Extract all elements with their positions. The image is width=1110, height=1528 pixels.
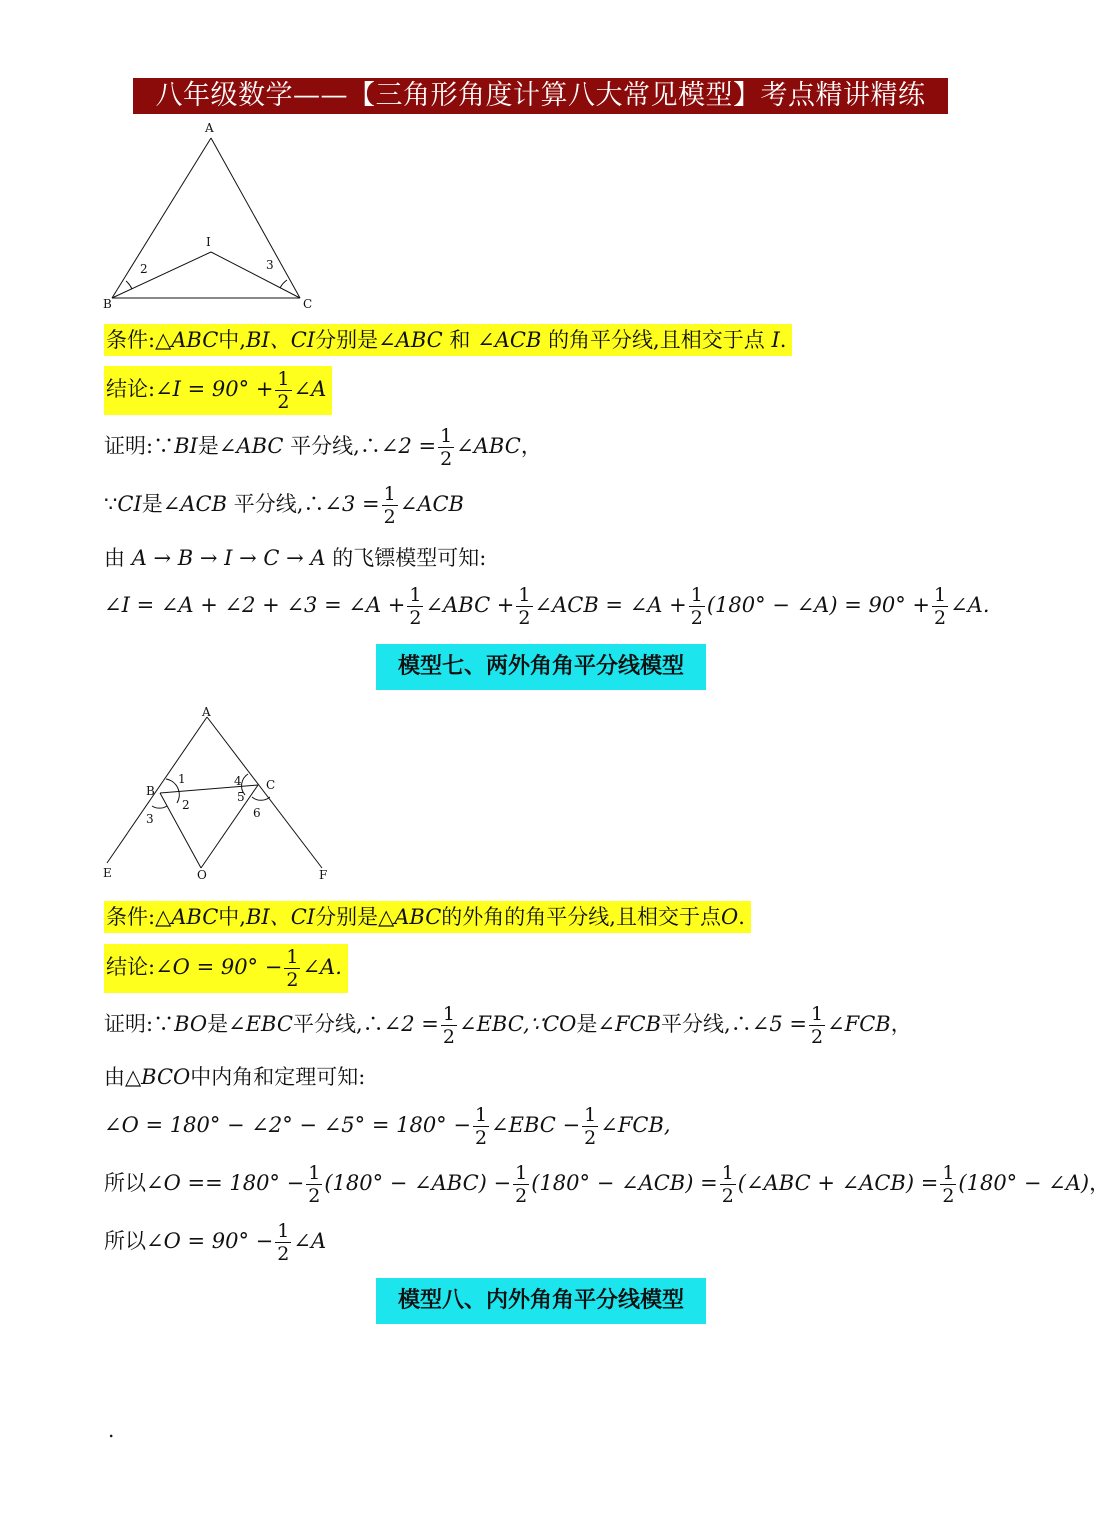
label-C: C bbox=[303, 297, 313, 311]
proof-2-line-2: 由△BCO中内角和定理可知: bbox=[104, 1065, 366, 1089]
label-angle-5: 5 bbox=[237, 790, 245, 804]
label-angle-4: 4 bbox=[234, 774, 242, 788]
proof-2-equation-3: 所以∠O = 90° − $\frac{1}{2}$ ∠A bbox=[104, 1220, 327, 1265]
label-angle-3: 3 bbox=[266, 258, 274, 272]
label-angle-3: 3 bbox=[146, 812, 154, 826]
label-C: C bbox=[266, 778, 276, 792]
label-F: F bbox=[319, 868, 328, 882]
label-angle-6: 6 bbox=[253, 806, 261, 820]
proof-2-equation-2: 所以∠O == 180° − $\frac{1}{2}$ (180° − ∠ABC) − $\frac{1}{2}$ (180° − ∠ACB) = $\frac{1}{2}$ (∠ABC + ∠ACB) = $\frac{1}{2}$ (180° − ∠A)， bbox=[104, 1162, 1110, 1207]
heading-model-7: 模型七、两外角角平分线模型 bbox=[376, 644, 706, 690]
condition-2: 条件:△ABC中,BI、CI分别是△ABC的外角的角平分线,且相交于点O. bbox=[104, 902, 751, 932]
conclusion-2: 结论:∠O = 90° − $\frac{1}{2}$ ∠A. bbox=[104, 944, 348, 993]
label-O: O bbox=[197, 868, 207, 882]
page-title: 八年级数学——【三角形角度计算八大常见模型】考点精讲精练 bbox=[133, 78, 948, 114]
label-A: A bbox=[202, 705, 211, 719]
proof-1-line-2: ∵CI是∠ACB 平分线,∴∠3 = $\frac{1}{2}$ ∠ACB bbox=[104, 483, 464, 528]
label-A: A bbox=[205, 121, 214, 135]
heading-model-8: 模型八、内外角角平分线模型 bbox=[376, 1278, 706, 1324]
proof-1-line-3: 由 A → B → I → C → A 的飞镖模型可知: bbox=[104, 546, 487, 570]
label-E: E bbox=[103, 866, 112, 880]
label-B: B bbox=[146, 784, 155, 798]
label-angle-1: 1 bbox=[178, 772, 186, 786]
figure-two-exterior-bisectors bbox=[100, 705, 340, 885]
trailing-dot: . bbox=[108, 1418, 115, 1442]
proof-2-line-1: 证明:∵BO是∠EBC平分线,∴∠2 = $\frac{1}{2}$ ∠EBC,∵CO是∠FCB平分线,∴∠5 = $\frac{1}{2}$ ∠FCB， bbox=[104, 1003, 912, 1048]
proof-2-equation-1: ∠O = 180° − ∠2° − ∠5° = 180° − $\frac{1}{2}$ ∠EBC − $\frac{1}{2}$ ∠FCB, bbox=[104, 1104, 671, 1149]
figure-incenter-triangle bbox=[100, 118, 330, 318]
conclusion-1: 结论:∠I = 90° + $\frac{1}{2}$ ∠A bbox=[104, 366, 332, 415]
proof-1-line-1: 证明:∵BI是∠ABC 平分线,∴∠2 = $\frac{1}{2}$ ∠ABC， bbox=[104, 425, 542, 470]
proof-1-equation: ∠I = ∠A + ∠2 + ∠3 = ∠A + $\frac{1}{2}$ ∠ABC + $\frac{1}{2}$ ∠ACB = ∠A + $\frac{1}{2}$ (180° − ∠A) = 90° + $\frac{1}{2}$ ∠A. bbox=[104, 584, 990, 629]
label-B: B bbox=[103, 297, 112, 311]
label-angle-2: 2 bbox=[182, 798, 190, 812]
label-I: I bbox=[206, 235, 211, 249]
condition-1: 条件:△ABC中,BI、CI分别是∠ABC 和 ∠ACB 的角平分线,且相交于点 I. bbox=[104, 325, 792, 355]
label-angle-2: 2 bbox=[140, 262, 148, 276]
